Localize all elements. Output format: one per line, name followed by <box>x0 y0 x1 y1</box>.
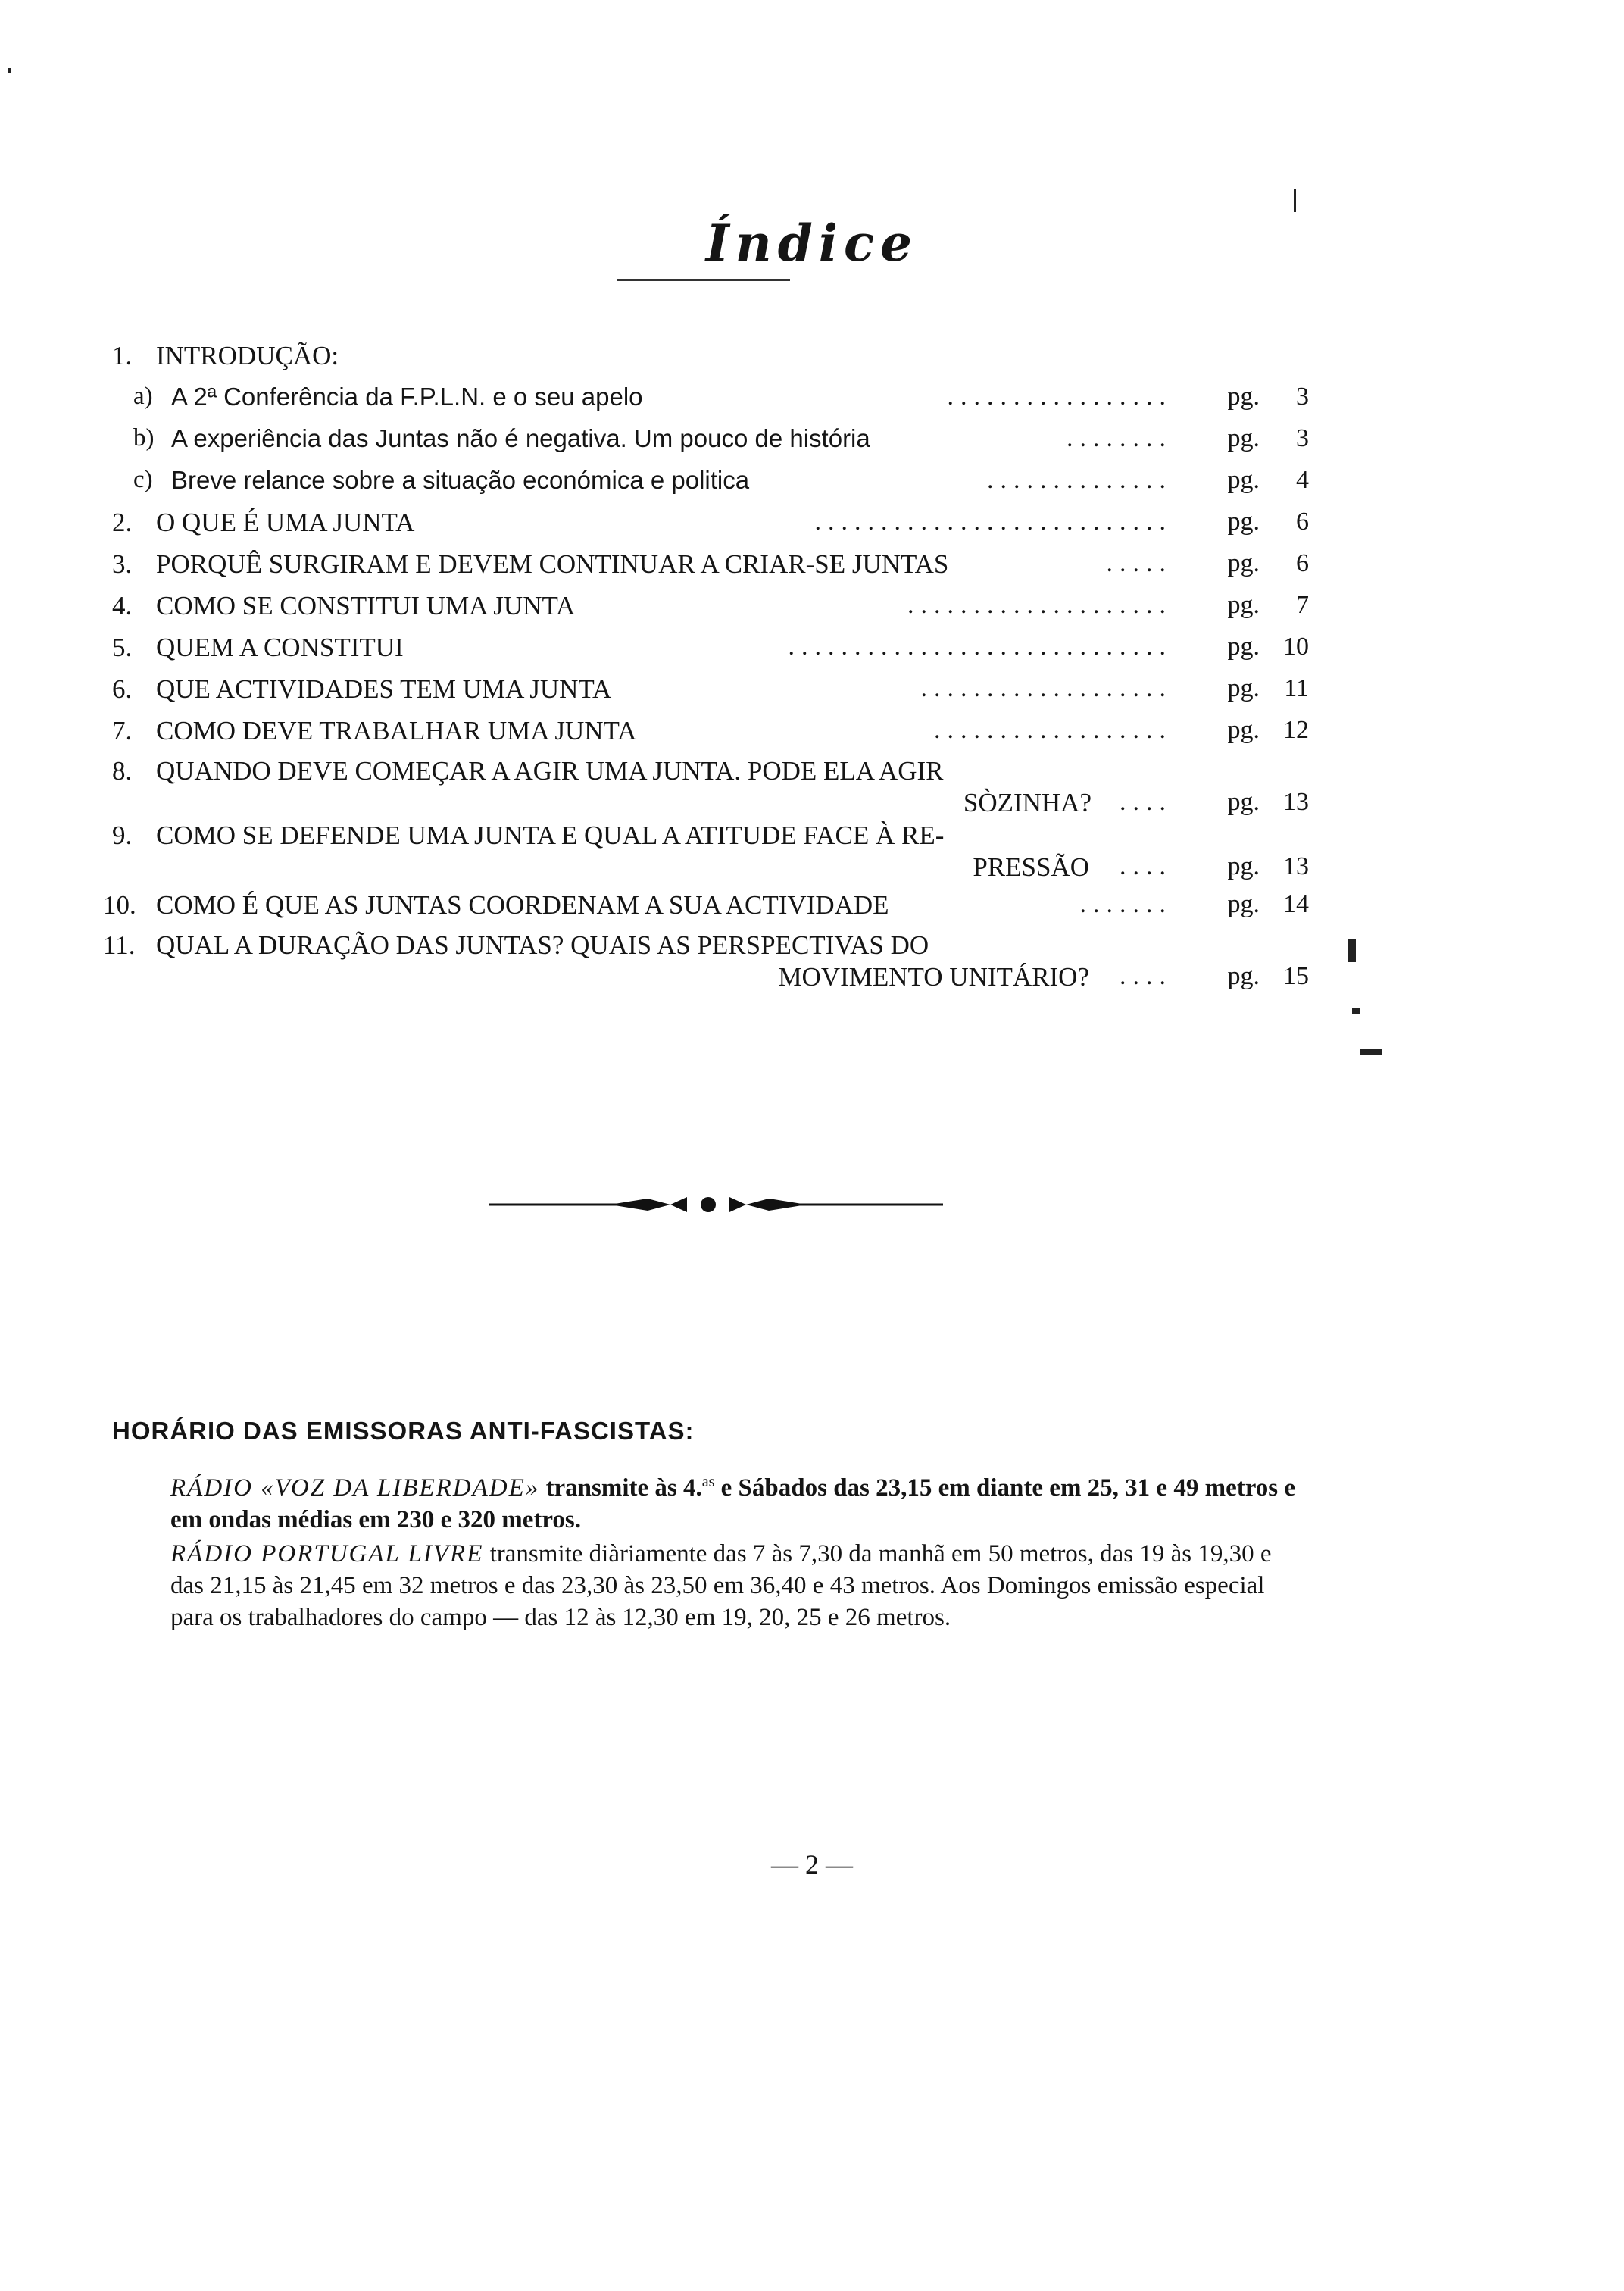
toc-number: 8. <box>112 756 133 786</box>
toc-number: 1. <box>112 341 133 370</box>
print-speck <box>8 68 11 73</box>
toc-label: COMO SE CONSTITUI UMA JUNTA <box>156 591 576 620</box>
toc-page-number: 3 <box>1296 424 1309 452</box>
toc-page-label: pg. <box>1227 508 1260 536</box>
toc-entry <box>103 930 1309 1000</box>
toc-label: PORQUÊ SURGIRAM E DEVEM CONTINUAR A CRIAR-SE JUNTAS <box>156 549 949 579</box>
dot-leader: .... <box>1120 962 1173 990</box>
toc-entry <box>103 890 1309 928</box>
dot-leader: ........................... <box>814 508 1173 536</box>
toc-page-number: 14 <box>1283 890 1309 918</box>
dot-leader: ............................. <box>788 633 1173 661</box>
toc-page-label: pg. <box>1227 383 1260 411</box>
toc-number: a) <box>133 383 153 410</box>
toc-page-label: pg. <box>1227 962 1260 990</box>
toc-label: COMO SE DEFENDE UMA JUNTA E QUAL A ATITUDE FACE À RE- <box>156 820 945 850</box>
toc-entry <box>112 820 1309 890</box>
toc-entry <box>112 549 1309 587</box>
toc-page-number: 10 <box>1283 633 1309 661</box>
toc-page-label: pg. <box>1227 852 1260 880</box>
station-entry <box>170 1466 1303 1536</box>
toc-entry <box>112 383 1309 420</box>
toc-entry <box>112 424 1309 462</box>
toc-number: 6. <box>112 674 133 704</box>
toc-page-number: 13 <box>1283 852 1309 880</box>
toc-label: QUE ACTIVIDADES TEM UMA JUNTA <box>156 674 612 704</box>
toc-label-continued: PRESSÃO <box>973 852 1089 882</box>
dot-leader: ........ <box>1067 424 1173 452</box>
toc-page-number: 6 <box>1296 549 1309 577</box>
station-schedule: transmite às 4. <box>539 1474 702 1502</box>
toc-number: 5. <box>112 633 133 662</box>
toc-entry <box>112 591 1309 629</box>
toc-page-label: pg. <box>1227 716 1260 744</box>
toc-label: QUAL A DURAÇÃO DAS JUNTAS? QUAIS AS PERSPECTIVAS DO <box>156 930 929 960</box>
toc-label-continued: MOVIMENTO UNITÁRIO? <box>778 962 1089 992</box>
toc-label: COMO É QUE AS JUNTAS COORDENAM A SUA ACTIVIDADE <box>156 890 889 920</box>
dot-leader: ................... <box>920 674 1173 702</box>
station-schedule: transmite diàriamente das 7 às 7,30 da manhã em 50 metros, das 19 às 19,30 e das 21,15 às 21,45 em 32 metros e das 23,30 às 23,50 em 36,40 e 43 metros. Aos Domingos emissão especial para os trabalhadores do campo — das 12 às 12,30 em 19, 20, 25 e 26 metros. <box>170 1540 1272 1631</box>
toc-label: A 2ª Conferência da F.P.L.N. e o seu apelo <box>171 383 643 411</box>
print-speck <box>1348 939 1356 962</box>
dot-leader: .................... <box>907 591 1173 619</box>
toc-page-number: 7 <box>1296 591 1309 619</box>
toc-number: 3. <box>112 549 133 579</box>
toc-page-number: 3 <box>1296 383 1309 411</box>
toc-number: c) <box>133 466 153 493</box>
toc-number: 9. <box>112 820 133 850</box>
toc-entry <box>112 756 1309 826</box>
dot-leader: .................. <box>934 716 1173 744</box>
broadcast-schedule-title: HORÁRIO DAS EMISSORAS ANTI-FASCISTAS: <box>112 1417 695 1445</box>
toc-label: QUANDO DEVE COMEÇAR A AGIR UMA JUNTA. PODE ELA AGIR <box>156 756 944 786</box>
toc-number: b) <box>133 424 155 452</box>
toc-page-label: pg. <box>1227 549 1260 577</box>
toc-number: 10. <box>103 890 136 920</box>
dot-leader: .... <box>1120 852 1173 880</box>
toc-label: COMO DEVE TRABALHAR UMA JUNTA <box>156 716 637 745</box>
toc-label: A experiência das Juntas não é negativa. Um pouco de história <box>171 424 870 452</box>
toc-page-label: pg. <box>1227 890 1260 918</box>
toc-page-number: 4 <box>1296 466 1309 494</box>
toc-number: 2. <box>112 508 133 537</box>
toc-page-number: 15 <box>1283 962 1309 990</box>
dot-leader: ....... <box>1079 890 1173 918</box>
station-schedule-continued: e Sábados das 23,15 em diante em 25, 31 e 49 metros e em ondas médias em 230 e 320 metros. <box>170 1474 1295 1533</box>
toc-label: INTRODUÇÃO: <box>156 341 339 370</box>
toc-number: 11. <box>103 930 136 960</box>
toc-page-number: 11 <box>1284 674 1309 702</box>
toc-page-label: pg. <box>1227 674 1260 702</box>
title-underline <box>617 279 790 281</box>
toc-page-number: 13 <box>1283 788 1309 816</box>
print-speck <box>1352 1008 1360 1014</box>
toc-label: Breve relance sobre a situação económica e politica <box>171 466 750 494</box>
superscript: as <box>701 1474 715 1490</box>
dot-leader: ................. <box>947 383 1173 411</box>
dot-leader: .............. <box>987 466 1173 494</box>
page-title: Índice <box>705 214 919 273</box>
toc-number: 7. <box>112 716 133 745</box>
station-entry <box>170 1538 1303 1633</box>
dot-leader: ..... <box>1106 549 1173 577</box>
station-name: RÁDIO PORTUGAL LIVRE <box>170 1540 484 1567</box>
toc-entry <box>112 508 1309 545</box>
toc-page-number: 12 <box>1283 716 1309 744</box>
toc-page-label: pg. <box>1227 466 1260 494</box>
toc-page-label: pg. <box>1227 788 1260 816</box>
toc-page-label: pg. <box>1227 424 1260 452</box>
toc-entry <box>112 466 1309 504</box>
toc-page-label: pg. <box>1227 591 1260 619</box>
toc-label-continued: SÒZINHA? <box>963 788 1092 817</box>
toc-entry <box>112 633 1309 670</box>
toc-entry <box>112 674 1309 712</box>
toc-label: O QUE É UMA JUNTA <box>156 508 415 537</box>
toc-entry <box>112 716 1309 754</box>
toc-number: 4. <box>112 591 133 620</box>
print-speck <box>1294 189 1296 212</box>
ornament-divider <box>489 1189 943 1220</box>
page-number: — 2 — <box>771 1849 853 1880</box>
print-speck <box>1360 1049 1382 1055</box>
toc-page-number: 6 <box>1296 508 1309 536</box>
station-name: RÁDIO «VOZ DA LIBERDADE» <box>170 1474 540 1502</box>
toc-label: QUEM A CONSTITUI <box>156 633 404 662</box>
dot-leader: .... <box>1120 788 1173 816</box>
toc-entry <box>112 341 1309 379</box>
toc-page-label: pg. <box>1227 633 1260 661</box>
